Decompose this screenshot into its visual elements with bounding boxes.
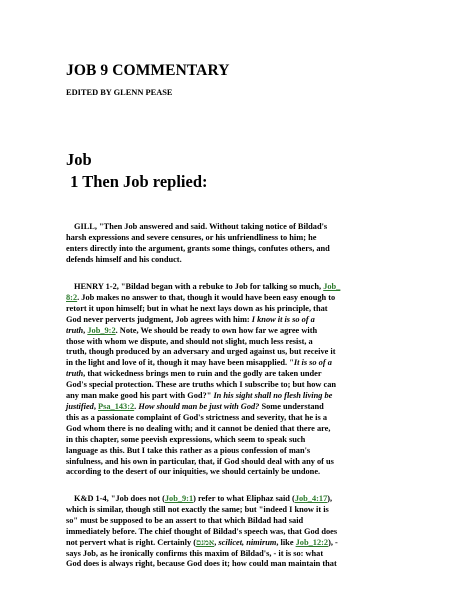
text-line [66,549,418,560]
text-run: . Job makes no answer to that, though it would have been easy enough to [77,292,336,302]
text-line [66,446,418,457]
text-line [66,527,418,538]
text-line [66,358,418,369]
text-line [66,282,418,293]
text-line [66,413,418,424]
text-run: God never perverts judgment, Job agrees with him: [66,314,252,324]
text-line [66,347,418,358]
italic-text: In his sight shall no flesh living be [213,391,333,401]
verse-heading [66,172,208,192]
text-run: , [214,537,219,547]
text-run: ), [327,494,333,503]
text-run: , [93,401,98,411]
text-run: God's special protection. These are truths which I subscribe to; but how can [66,380,337,390]
verse-text: 1 Then Job replied: [70,172,208,191]
italic-text: It is so of a [293,358,332,368]
italic-text: truth [66,325,84,335]
text-run: , that wickedness brings men to ruin and the godly are taken under [83,369,322,379]
text-run: in the light and love of it, though it may have been misapplied. " [66,358,294,368]
text-run: so" must be supposed to be an assert to that which Bildad had said [66,515,304,525]
text-line [66,435,418,446]
text-run: ) refer to what Eliphaz said ( [193,494,295,503]
text-line [66,505,418,516]
italic-text: truth [66,369,84,379]
scripture-reference-link[interactable]: Job_12:2 [295,537,329,547]
italic-text: How should man be just with God? [138,401,260,411]
text-run: not pervert what is right. Certainly ( [66,537,197,547]
text-line [66,380,418,391]
text-run: language as this. But I take this rather as a pious confession of man's [66,445,311,455]
text-run: . Note, We should be ready to own how far we agree with [115,325,318,335]
text-line [66,559,418,570]
text-line [66,467,418,478]
text-run: ), - [328,537,338,547]
text-run: which is similar, though still not exactly the same; but "indeed I know it is [66,504,329,514]
text-line [66,337,418,348]
text-run: defends himself and his conduct. [66,254,182,264]
book-heading: Job [66,150,92,169]
scripture-reference-link[interactable]: Job_ [323,282,341,291]
italic-text: justified [66,401,94,411]
text-run: immediately before. The chief thought of Bildad's speech was, that God does [66,526,338,536]
text-line [66,457,418,468]
text-line [66,424,418,435]
text-line [66,293,418,304]
text-line [66,538,418,549]
scripture-reference-link[interactable]: Job_4:17 [294,494,328,503]
text-line [66,315,418,326]
text-run: harsh expressions and severe censures, or his unfriendliness to him; he [66,232,317,242]
text-run: any man make good his part with God?" [66,391,214,401]
italic-text: I know it is so of a [251,314,315,324]
text-run: according to the desert of our iniquities, we should certainly be undone. [66,467,321,477]
text-line [66,494,418,505]
text-line [66,369,418,380]
text-run: God does is always right, because God does it; how could man maintain that [66,559,337,569]
text-line [66,402,418,413]
text-line [66,326,418,337]
scripture-reference-link[interactable]: Job_9:1 [164,494,194,503]
text-line [66,391,418,402]
text-line [66,244,418,255]
scripture-reference-link[interactable]: 8:2 [66,292,78,302]
text-run: retort it upon himself; but in what he next lays down as his principle, that [66,303,328,313]
text-run: HENRY 1-2, "Bildad began with a rebuke to Job for talking so much, [74,282,324,291]
text-run: says Job, as he ironically confirms this maxim of Bildad's, - it is so: what [66,548,324,558]
document-title: JOB 9 COMMENTARY [66,62,230,79]
scripture-reference-link[interactable]: אמנם [196,537,215,547]
text-run: , [83,325,88,335]
text-run: GILL, "Then Job answered and said. Without taking notice of Bildad's [74,222,328,231]
text-run: K&D 1-4, "Job does not ( [74,494,165,503]
text-run: . [134,401,139,411]
text-run: sinfulness, and his own in particular, that, if God should deal with any of us [66,456,334,466]
text-line [66,516,418,527]
text-line [66,233,418,244]
text-run: God whom there is no dealing with; and it cannot be denied that there are, [66,423,331,433]
text-run: truth, though produced by an adversary and urged against us, but receive it [66,347,336,357]
text-line [66,255,418,266]
henry-paragraph [66,282,418,478]
document-subtitle: EDITED BY GLENN PEASE [66,88,173,97]
scripture-reference-link[interactable]: Job_9:2 [87,325,116,335]
gill-paragraph [66,222,418,266]
text-run: Some understand [259,401,324,411]
text-run: those with whom we dispute, and should not slight, much less resist, a [66,336,313,346]
text-line [66,304,418,315]
kd-paragraph [66,494,418,570]
text-run: , like [276,537,296,547]
text-run: this as a passionate complaint of God's strictness and severity, that he is a [66,412,327,422]
italic-text: scilicet, nimirum [218,537,277,547]
scripture-reference-link[interactable]: Psa_143:2 [98,401,135,411]
text-run: enters directly into the argument, grants some things, confutes others, and [66,243,330,253]
text-line [66,222,418,233]
text-run: in this chapter, some peevish expressions, which seem to speak such [66,434,306,444]
